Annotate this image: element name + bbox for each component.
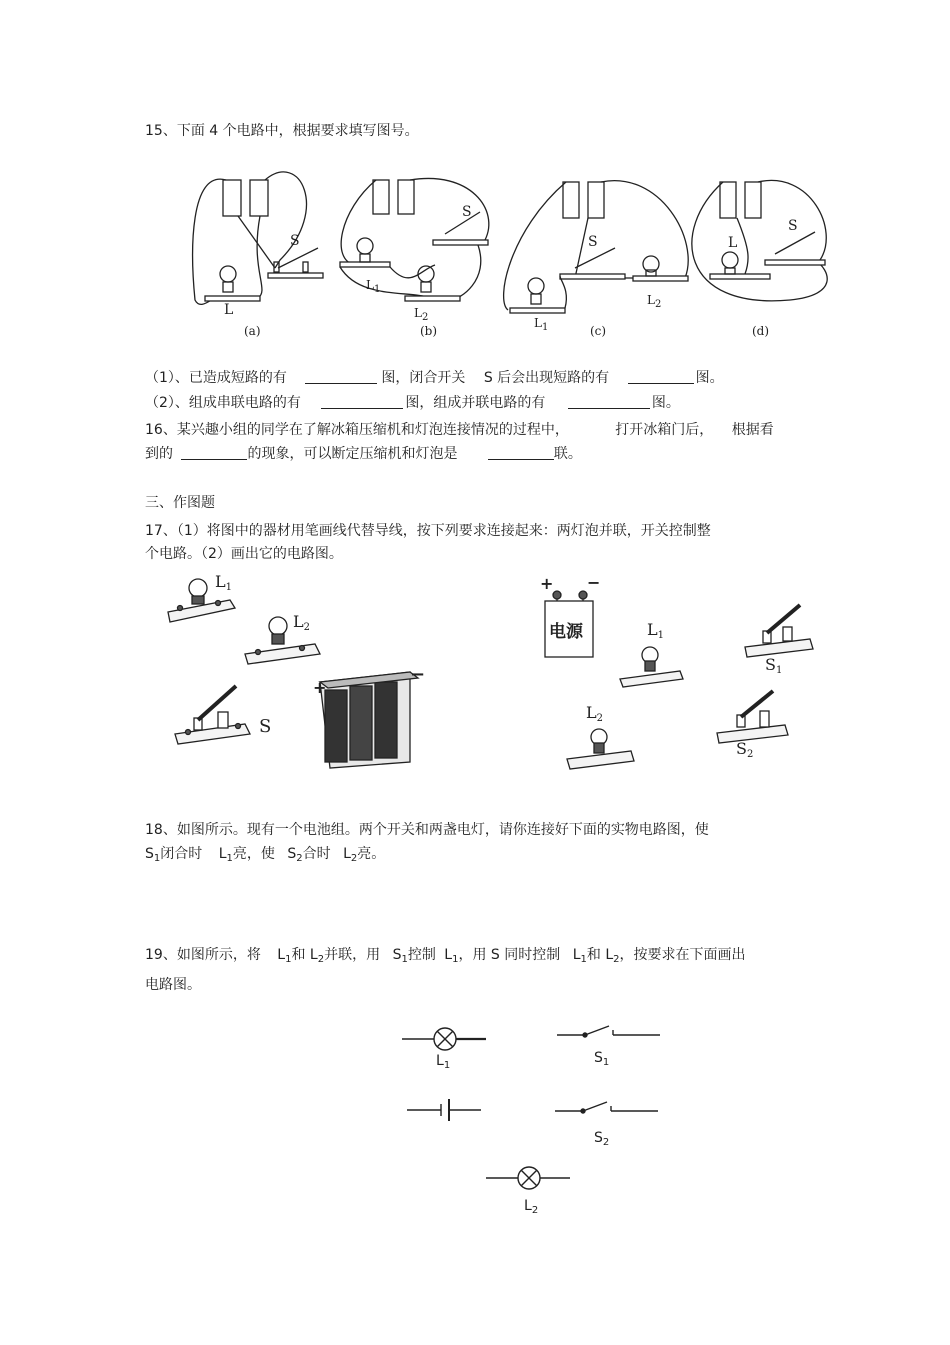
q19-symbol-label-L2: $L_2$ (524, 1198, 539, 1216)
q19-symbol-switch-S1 (555, 1022, 663, 1048)
q17-power-plus: + (540, 574, 554, 593)
q15-label-L-a: L (224, 302, 234, 318)
q17-label-S2-right: $S_2$ (736, 739, 754, 760)
answer-blank[interactable] (568, 394, 650, 409)
q15-label-S-b: S (462, 204, 472, 220)
q17-line-1: 17、（1）将图中的器材用笔画线代替导线，按下列要求连接起来：两灯泡并联，开关控制整 (145, 523, 711, 539)
q15-fig-label-d: (d) (752, 324, 770, 338)
q15-sub-question-1: （1）、已造成短路的有 图，闭合开关 S 后会出现短路的有 图。 (145, 370, 724, 386)
q15-label-L2-b: $L_2$ (414, 306, 429, 323)
q15-label-L2-c: $L_2$ (647, 293, 662, 310)
q17-label-S-left: S (259, 716, 272, 737)
answer-blank[interactable] (321, 394, 403, 409)
q15-sub-question-2: （2）、组成串联电路的有 图，组成并联电路的有 图。 (145, 395, 680, 411)
q17-battery-minus: − (410, 664, 426, 685)
q18-line-1: 18、如图所示。现有一个电池组。两个开关和两盏电灯，请你连接好下面的实物电路图，使 (145, 822, 709, 838)
section-title: 三、作图题 (145, 495, 215, 511)
q17-label-L1-left: $L_1$ (215, 572, 232, 593)
q19-symbol-lamp-L1 (400, 1025, 490, 1055)
q16-line-2: 到的 的现象，可以断定压缩机和灯泡是 联。 (145, 446, 582, 462)
q18-line-2: $S_1$闭合时 $L_1$亮，使 $S_2$合时 $L_2$亮。 (145, 846, 386, 864)
q17-battery-plus: + (313, 678, 327, 697)
q19-line-1: 19、如图所示，将 $L_1$和 $L_2$并联，用 $S_1$控制 $L_1$，用 S 同时控制 $L_1$和 $L_2$，按要求在下面画出 (145, 947, 746, 965)
q17-label-L1-right: $L_1$ (647, 620, 664, 641)
answer-blank[interactable] (305, 369, 377, 384)
answer-blank[interactable] (488, 445, 554, 460)
q15-fig-label-c: (c) (590, 324, 607, 338)
q15-label-S-d: S (788, 218, 798, 234)
q17-power-label: 电源 (549, 622, 583, 642)
q17-power-minus: − (587, 573, 601, 592)
q15-label-L-d: L (728, 235, 738, 251)
q19-line-2: 电路图。 (145, 977, 201, 993)
q15-fig-label-a: (a) (244, 324, 261, 338)
q17-right-apparatus-figure (535, 575, 825, 780)
q19-symbol-label-S1: $S_1$ (594, 1050, 610, 1068)
q17-label-L2-left: $L_2$ (293, 612, 310, 633)
q15-label-L1-c: $L_1$ (534, 316, 549, 333)
q15-circuits-figure (190, 150, 850, 345)
q16-line-1: 16、某兴趣小组的同学在了解冰箱压缩机和灯泡连接情况的过程中， 打开冰箱门后， 根据看 (145, 422, 774, 438)
q15-label-S-a: S (290, 233, 300, 249)
q19-symbol-label-L1: $L_1$ (436, 1053, 451, 1071)
q19-symbol-label-S2: $S_2$ (594, 1130, 610, 1148)
q15-stem: 15、下面 4 个电路中，根据要求填写图号。 (145, 123, 419, 139)
q19-symbol-switch-S2 (553, 1098, 661, 1124)
answer-blank[interactable] (628, 369, 694, 384)
q19-symbol-battery (405, 1097, 483, 1123)
q19-symbol-lamp-L2 (484, 1164, 574, 1194)
q17-label-L2-right: $L_2$ (586, 703, 603, 724)
q15-label-L1-b: $L_1$ (366, 278, 381, 295)
q15-label-S-c: S (588, 234, 598, 250)
q15-fig-label-b: (b) (420, 324, 438, 338)
q17-left-apparatus-figure (160, 572, 440, 777)
q17-label-S1-right: $S_1$ (765, 655, 783, 676)
answer-blank[interactable] (181, 445, 247, 460)
q17-line-2: 个电路。（2）画出它的电路图。 (145, 546, 343, 562)
